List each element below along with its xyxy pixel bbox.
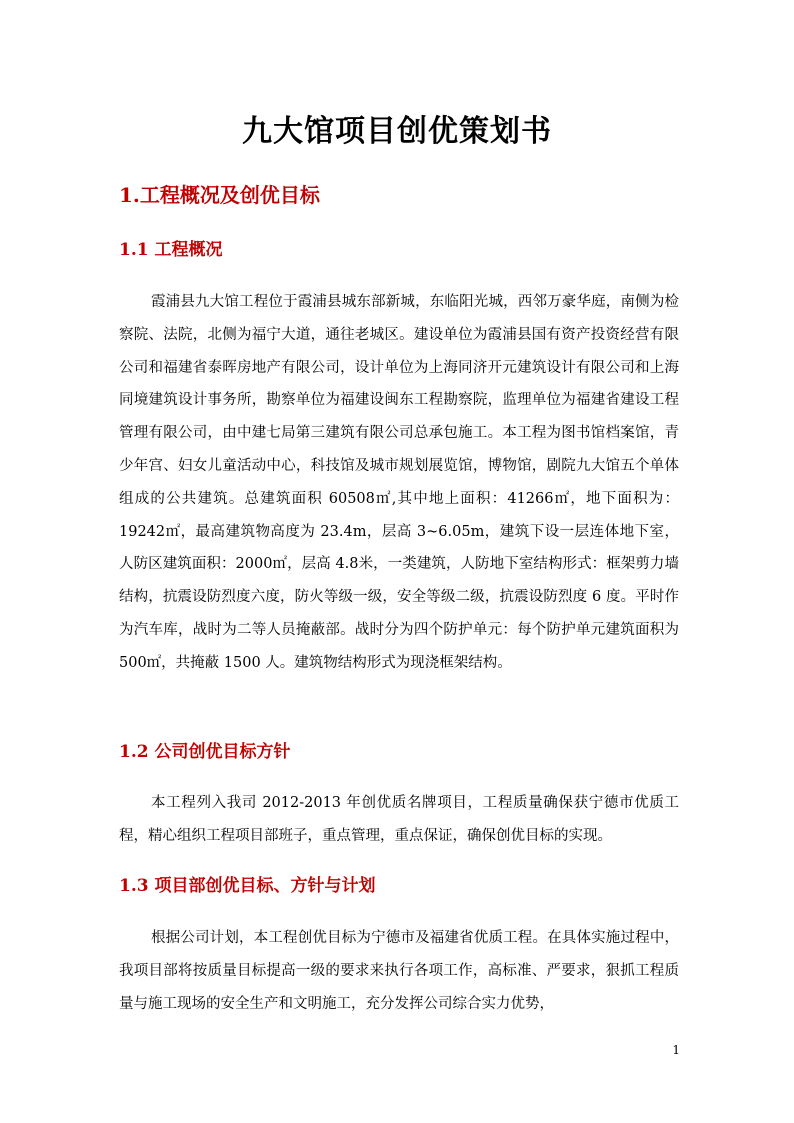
paragraph-project-overview: 霞浦县九大馆工程位于霞浦县城东部新城，东临阳光城，西邻万豪华庭，南侧为检察院、法院，北侧为福宁大道，通往老城区。建设单位为霞浦县国有资产投资经营有限公司和福建省泰晖房地产有限公司，设计单位为上海同济开元建筑设计有限公司和上海同境建筑设计事务所，勘察单位为福建设闽东工程勘察院，监理单位为福建省建设工程管理有限公司，由中建七局第三建筑有限公司总承包施工。本工程为图书馆档案馆，青少年宫、妇女儿童活动中心，科技馆及城市规划展览馆，博物馆，剧院九大馆五个单体组成的公共建筑。总建筑面积 60508㎡,其中地上面积：41266㎡，地下面积为：19242㎡，最高建筑物高度为 23.4m，层高 3~6.05m，建筑下设一层连体地下室，人防区建筑面积：2000㎡，层高 4.8米，一类建筑，人防地下室结构形式：框架剪力墙结构，抗震设防烈度六度，防火等级一级，安全等级二级，抗震设防烈度 6 度。平时作为汽车库，战时为二等人员掩蔽部。战时分为四个防护单元：每个防护单元建筑面积为 500㎡，共掩蔽 1500 人。建筑物结构形式为现浇框架结构。 (119, 294, 679, 671)
section-heading-1: 1.工程概况及创优目标 (119, 183, 320, 207)
page-number: 1 (672, 1043, 680, 1057)
section-heading-1-2: 1.2 公司创优目标方针 (119, 742, 291, 762)
section-heading-1-1: 1.1 工程概况 (119, 240, 223, 260)
section-heading-1-3: 1.3 项目部创优目标、方针与计划 (119, 876, 376, 896)
paragraph-company-goals: 本工程列入我司 2012-2013 年创优质名牌项目，工程质量确保获宁德市优质工程，精心组织工程项目部班子，重点管理，重点保证，确保创优目标的实现。 (119, 795, 679, 844)
document-title: 九大馆项目创优策划书 (242, 114, 552, 149)
paragraph-project-plan: 根据公司计划，本工程创优目标为宁德市及福建省优质工程。在具体实施过程中，我项目部将按质量目标提高一级的要求来执行各项工作，高标准、严要求，狠抓工程质量与施工现场的安全生产和文明施工，充分发挥公司综合实力优势， (119, 930, 679, 1012)
